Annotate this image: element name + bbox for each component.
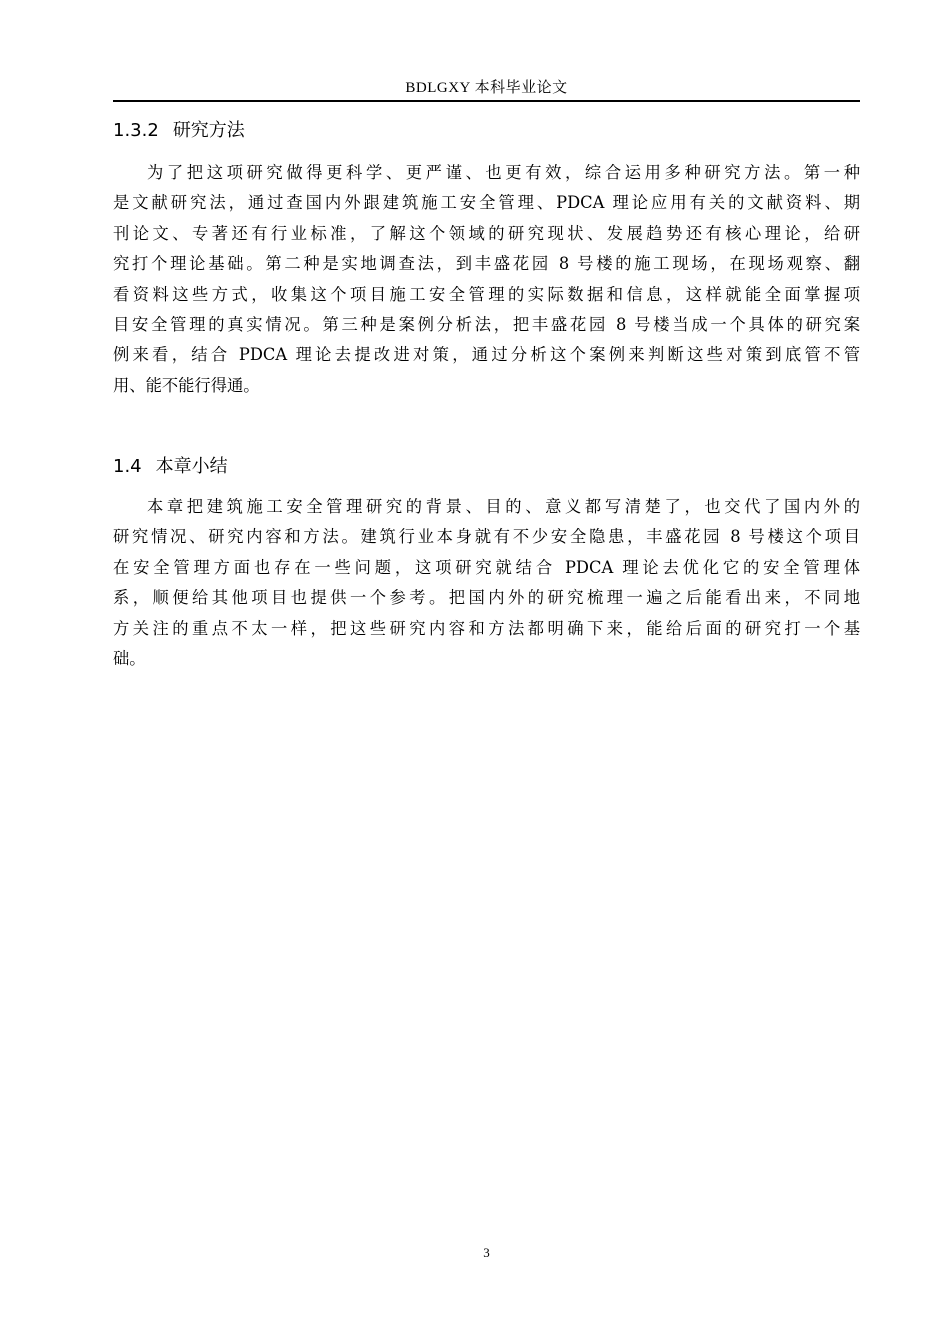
paragraph-line: 用、能不能行得通。 — [113, 375, 260, 395]
paragraph-line: 为了把这项研究做得更科学、更严谨、也更有效，综合运用多种研究方法。第一种 — [147, 163, 860, 182]
paragraph-line: 看资料这些方式，收集这个项目施工安全管理的实际数据和信息，这样就能全面掌握项 — [113, 284, 860, 304]
section-number: 1.3.2 — [113, 120, 159, 141]
paragraph-line: 在安全管理方面也存在一些问题，这项研究就结合 PDCA 理论去优化它的安全管理体 — [113, 557, 860, 577]
paragraph-line: 本章把建筑施工安全管理研究的背景、目的、意义都写清楚了，也交代了国内外的 — [147, 497, 860, 516]
paragraph-line: 方关注的重点不太一样，把这些研究内容和方法都明确下来，能给后面的研究打一个基 — [113, 618, 860, 638]
section-title: 本章小结 — [155, 456, 228, 477]
paragraph-line: 系，顺便给其他项目也提供一个参考。把国内外的研究梳理一遍之后能看出来，不同地 — [113, 588, 860, 608]
paragraph-line: 刊论文、专著还有行业标准，了解这个领域的研究现状、发展趋势还有核心理论，给研 — [113, 223, 860, 243]
paragraph-line: 是文献研究法，通过查国内外跟建筑施工安全管理、PDCA 理论应用有关的文献资料、期 — [113, 193, 860, 213]
paragraph-research-methods — [113, 158, 860, 401]
section-heading-1-3-2 — [113, 118, 245, 144]
section-title: 研究方法 — [172, 120, 245, 141]
paragraph-line: 例来看，结合 PDCA 理论去提改进对策，通过分析这个案例来判断这些对策到底管不管 — [113, 345, 860, 365]
running-header: BDLGXY 本科毕业论文 — [405, 80, 568, 96]
paragraph-line: 础。 — [113, 648, 146, 668]
page-number: 3 — [483, 1245, 490, 1260]
paragraph-line: 究打个理论基础。第二种是实地调查法，到丰盛花园 8 号楼的施工现场，在现场观察、翻 — [113, 254, 860, 274]
paragraph-line: 研究情况、研究内容和方法。建筑行业本身就有不少安全隐患，丰盛花园 8 号楼这个项目 — [113, 527, 860, 547]
paragraph-chapter-summary — [113, 492, 860, 674]
section-heading-1-4 — [113, 454, 228, 480]
paragraph-line: 目安全管理的真实情况。第三种是案例分析法，把丰盛花园 8 号楼当成一个具体的研究案 — [113, 314, 860, 334]
section-number: 1.4 — [113, 456, 142, 477]
header-rule — [113, 100, 860, 102]
